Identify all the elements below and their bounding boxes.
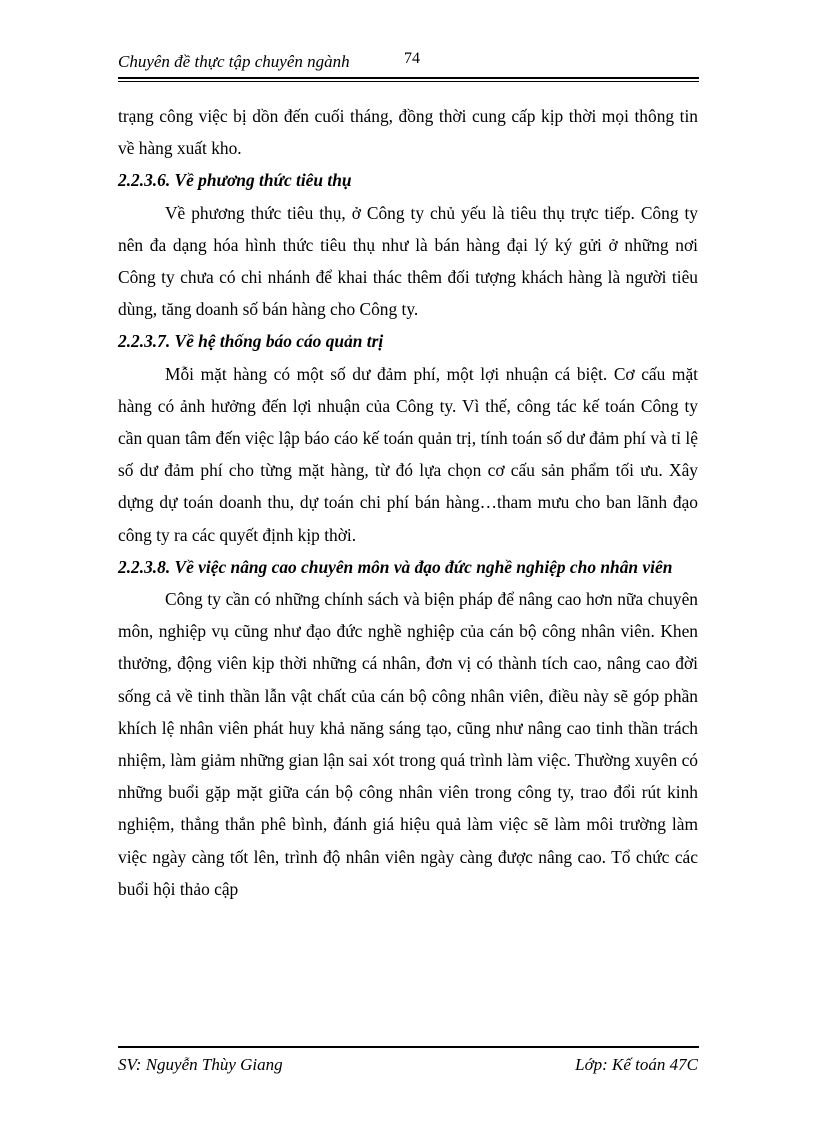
page-number: 74: [404, 50, 420, 67]
page-header: [118, 50, 698, 78]
section-heading-2-2-3-8: 2.2.3.8. Về việc nâng cao chuyên môn và đạo đức nghề nghiệp cho nhân viên: [118, 556, 673, 577]
section-heading-2-2-3-7: 2.2.3.7. Về hệ thống báo cáo quản trị: [118, 331, 384, 352]
paragraph-management-reports: Mỗi mặt hàng có một số dư đảm phí, một lợi nhuận cá biệt. Cơ cấu mặt hàng có ảnh hưởng đến lợi nhuận của Công ty. Vì thế, công tác kế toán Công ty cần quan tâm đến việc lập báo cáo kế toán quản trị, tính toán số dư đảm phí và tỉ lệ số dư đảm phí cho từng mặt hàng, từ đó lựa chọn cơ cấu sản phẩm tối ưu. Xây dựng dự toán doanh thu, dự toán chi phí bán hàng…tham mưu cho ban lãnh đạo công ty ra các quyết định kịp thời.: [118, 363, 698, 545]
footer-divider: [118, 1046, 699, 1048]
section-heading-2-2-3-6: 2.2.3.6. Về phương thức tiêu thụ: [118, 170, 352, 191]
header-divider: [118, 77, 699, 79]
page-body: [118, 100, 698, 905]
student-name: SV: Nguyễn Thùy Giang: [118, 1055, 283, 1074]
header-divider-thin: [118, 81, 699, 82]
paragraph-sales-method: Về phương thức tiêu thụ, ở Công ty chủ yếu là tiêu thụ trực tiếp. Công ty nên đa dạng hóa hình thức tiêu thụ như là bán hàng đại lý ký gửi ở những nơi Công ty chưa có chi nhánh để khai thác thêm đối tượng khách hàng là người tiêu dùng, tăng doanh số bán hàng cho Công ty.: [118, 202, 698, 320]
paragraph-staff-development: Công ty cần có những chính sách và biện pháp để nâng cao hơn nữa chuyên môn, nghiệp vụ cũng như đạo đức nghề nghiệp của cán bộ công nhân viên. Khen thưởng, động viên kịp thời những cá nhân, đơn vị có thành tích cao, nâng cao đời sống cả về tinh thần lẫn vật chất của cán bộ công nhân viên, điều này sẽ góp phần khích lệ nhân viên phát huy khả năng sáng tạo, cũng như nâng cao tinh thần trách nhiệm, làm giảm những gian lận sai xót trong quá trình làm việc. Thường xuyên có những buổi gặp mặt giữa cán bộ công nhân viên trong công ty, trao đổi rút kinh nghiệm, thẳng thắn phê bình, đánh giá hiệu quả làm việc sẽ làm môi trường làm việc ngày càng tốt lên, trình độ nhân viên ngày càng được nâng cao. Tổ chức các buổi hội thảo cập: [118, 589, 698, 899]
document-title: Chuyên đề thực tập chuyên ngành: [118, 52, 350, 71]
class-name: Lớp: Kế toán 47C: [575, 1055, 698, 1074]
paragraph-continuation: trạng công việc bị dồn đến cuối tháng, đồng thời cung cấp kịp thời mọi thông tin về hàng xuất kho.: [118, 106, 698, 159]
